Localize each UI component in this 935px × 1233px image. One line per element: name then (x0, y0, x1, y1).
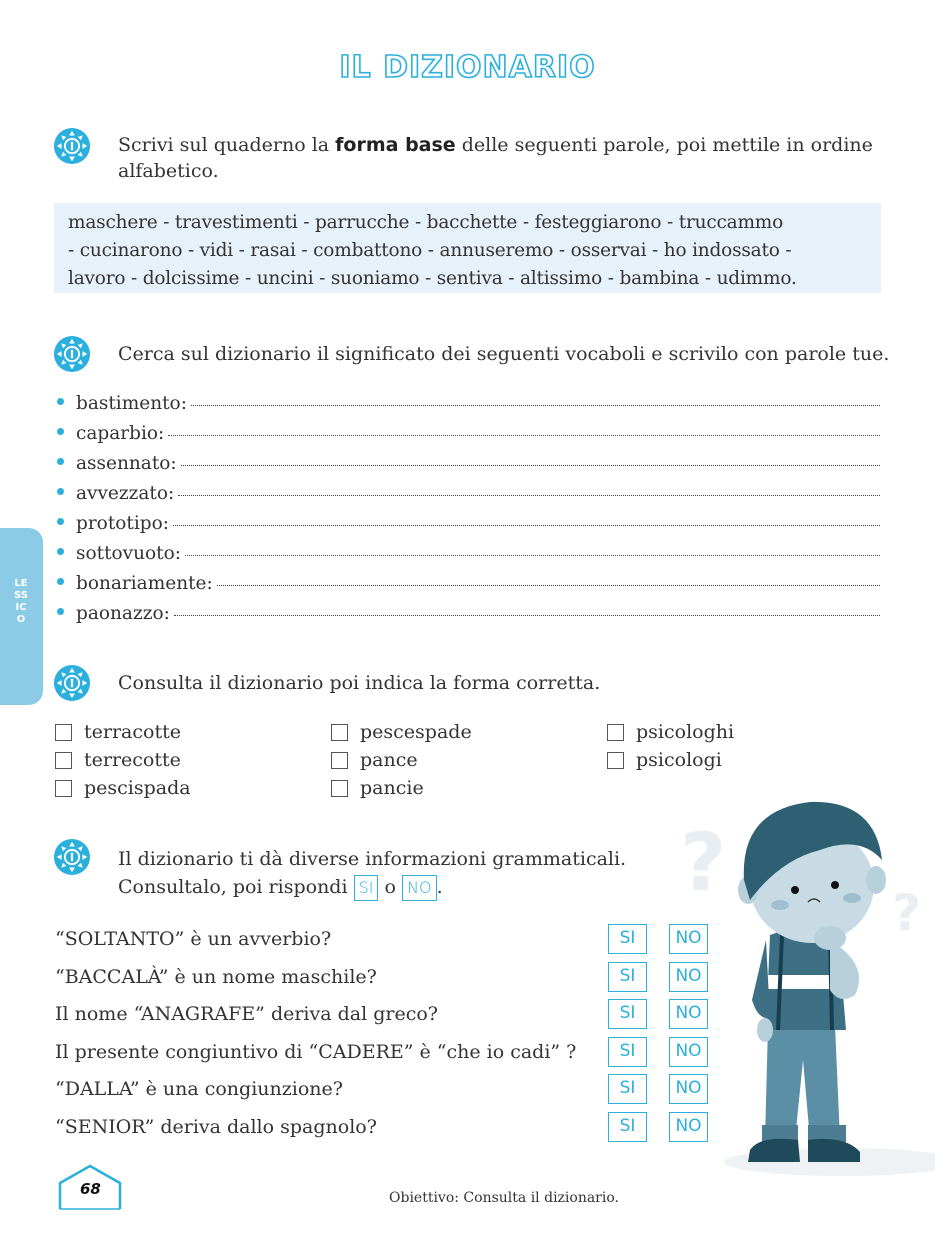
checkbox-option[interactable]: psicologhi (607, 718, 734, 746)
no-button[interactable]: NO (669, 1037, 708, 1067)
bullet-icon (57, 398, 64, 405)
no-sample-box: NO (402, 875, 437, 901)
word-list-line: maschere - travestimenti - parrucche - bacchette - festeggiarono - truccammo (68, 212, 784, 233)
no-button[interactable]: NO (669, 962, 708, 992)
question-text: Il nome “ANAGRAFE” deriva dal greco? (55, 1003, 438, 1025)
bullet-icon (57, 608, 64, 615)
answer-line[interactable] (173, 524, 880, 526)
page-title: IL DIZIONARIO (339, 50, 596, 85)
answer-line[interactable] (174, 614, 880, 616)
bullet-icon (57, 518, 64, 525)
side-tab-label: LESSICO (14, 578, 28, 625)
question-text: “SENIOR” deriva dallo spagnolo? (55, 1115, 377, 1138)
checkbox-column (607, 718, 734, 774)
answer-line[interactable] (168, 434, 880, 436)
answer-line[interactable] (178, 494, 880, 496)
question-text: “SOLTANTO” è un avverbio? (55, 928, 332, 950)
answer-line[interactable] (185, 554, 880, 556)
answer-line[interactable] (181, 464, 880, 466)
question-text: “BACCALÀ” è un nome maschile? (55, 965, 377, 988)
question-mark-icon: ? (680, 816, 727, 909)
checkbox-option[interactable]: pancie (331, 774, 472, 802)
sun-info-icon (53, 335, 91, 373)
sun-info-icon (53, 838, 91, 876)
checkbox[interactable] (331, 724, 348, 741)
checkbox-option[interactable]: terracotte (55, 718, 191, 746)
bullet-icon (57, 428, 64, 435)
word-list-line: - cucinarono - vidi - rasai - combattono - annuseremo - osservai - ho indossato - (68, 240, 792, 261)
bullet-icon (57, 548, 64, 555)
bullet-icon (57, 488, 64, 495)
objective-text: Obiettivo: Consulta il dizionario. (389, 1190, 619, 1206)
no-button[interactable]: NO (669, 1112, 708, 1142)
checkbox-option[interactable]: pescispada (55, 774, 191, 802)
si-sample-box: SI (354, 875, 379, 901)
definition-row: avvezzato: (55, 483, 880, 513)
si-button[interactable]: SI (608, 962, 647, 992)
checkbox[interactable] (331, 752, 348, 769)
question-list (55, 924, 576, 1149)
no-button[interactable]: NO (669, 1074, 708, 1104)
definition-row: paonazzo: (55, 603, 880, 633)
definition-row: bastimento: (55, 393, 880, 423)
si-button[interactable]: SI (608, 1112, 647, 1142)
exercise4-instruction: Il dizionario ti dà diverse informazioni grammaticali. Consultalo, poi rispondi SI o NO . (118, 845, 626, 901)
answer-line[interactable] (217, 584, 880, 586)
question-text: Il presente congiuntivo di “CADERE” è “che io cadi” ? (55, 1040, 577, 1063)
checkbox-option[interactable]: pance (331, 746, 472, 774)
checkbox[interactable] (607, 724, 624, 741)
definition-row: assennato: (55, 453, 880, 483)
si-button[interactable]: SI (608, 999, 647, 1029)
definition-row: caparbio: (55, 423, 880, 453)
checkbox-option[interactable]: pescespade (331, 718, 472, 746)
checkbox[interactable] (55, 724, 72, 741)
page-number: 68 (80, 1180, 101, 1198)
si-button[interactable]: SI (608, 1074, 647, 1104)
checkbox[interactable] (607, 752, 624, 769)
si-button[interactable]: SI (608, 1037, 647, 1067)
si-button[interactable]: SI (608, 924, 647, 954)
definition-row: bonariamente: (55, 573, 880, 603)
word-list-line: lavoro - dolcissime - uncini - suoniamo - sentiva - altissimo - bambina - udimmo. (68, 268, 797, 289)
answer-line[interactable] (191, 404, 880, 406)
checkbox-option[interactable]: psicologi (607, 746, 734, 774)
checkbox[interactable] (55, 752, 72, 769)
exercise3-instruction: Consulta il dizionario poi indica la forma corretta. (118, 672, 601, 694)
word-list-box (54, 203, 881, 293)
checkbox-column (331, 718, 472, 802)
definition-row: prototipo: (55, 513, 880, 543)
exercise1-instruction: Scrivi sul quaderno la forma base delle seguenti parole, poi mettile in ordine alfabetico. (118, 134, 873, 182)
checkbox-column (55, 718, 191, 802)
thinking-boy-illustration (670, 790, 935, 1180)
sun-info-icon (53, 127, 91, 165)
checkbox[interactable] (55, 780, 72, 797)
exercise2-instruction: Cerca sul dizionario il significato dei seguenti vocaboli e scrivilo con parole tue. (118, 343, 890, 365)
definition-row: sottovuoto: (55, 543, 880, 573)
bullet-icon (57, 578, 64, 585)
checkbox-option[interactable]: terrecotte (55, 746, 191, 774)
definition-list (55, 393, 880, 633)
question-mark-icon: ? (892, 884, 922, 942)
sun-info-icon (53, 664, 91, 702)
no-button[interactable]: NO (669, 924, 708, 954)
no-button[interactable]: NO (669, 999, 708, 1029)
question-text: “DALLA” è una congiunzione? (55, 1078, 343, 1100)
bullet-icon (57, 458, 64, 465)
side-tab-lessico (0, 528, 43, 705)
checkbox[interactable] (331, 780, 348, 797)
